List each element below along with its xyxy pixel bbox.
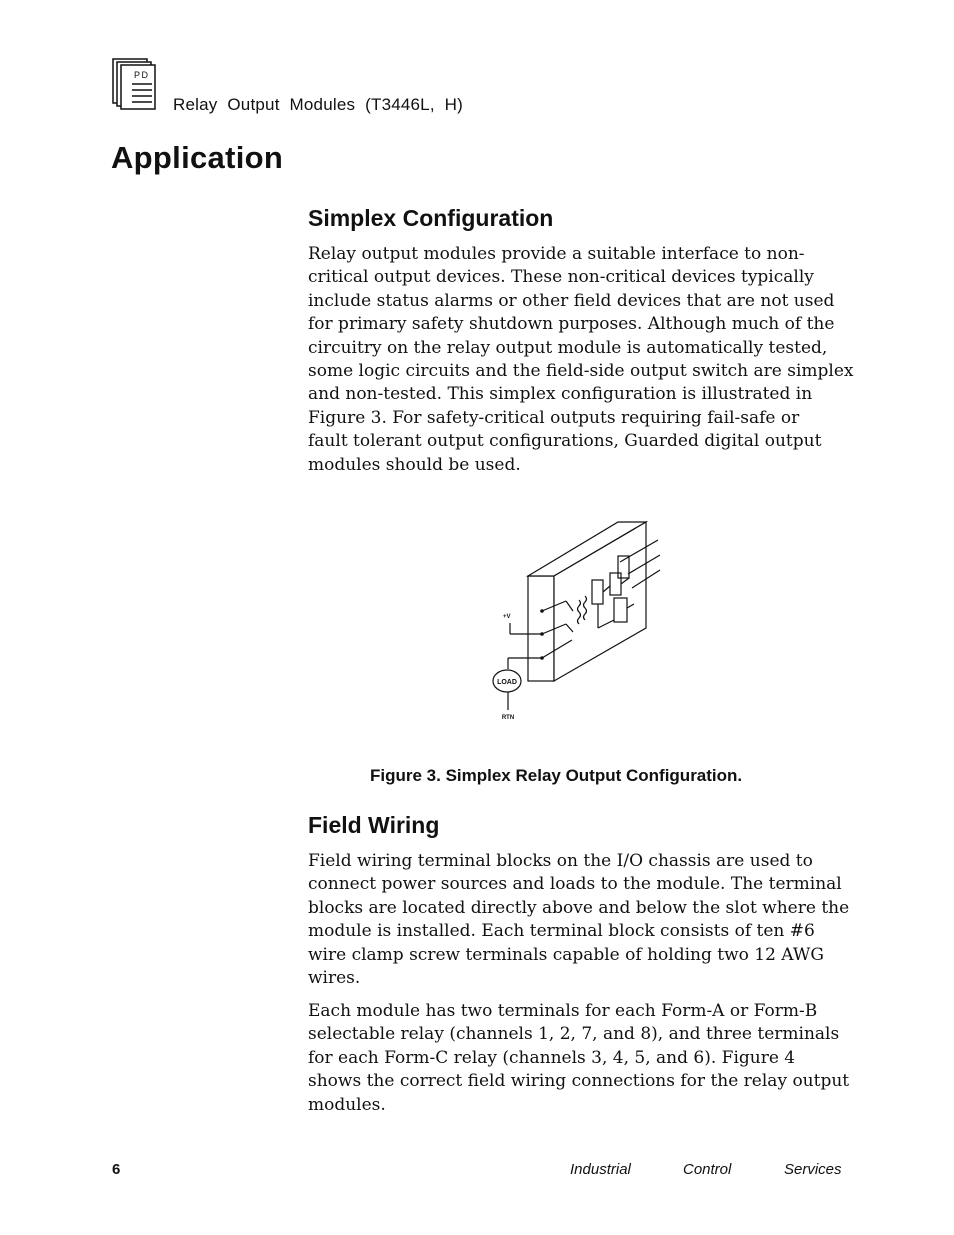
running-header: Relay Output Modules (T3446L, H) <box>173 95 464 114</box>
text-line: Field wiring terminal blocks on the I/O chassis are used to <box>308 851 813 871</box>
text-line: shows the correct field wiring connections for the relay output <box>308 1071 850 1092</box>
text-line: wires. <box>308 968 361 989</box>
text-line: selectable relay (channels 1, 2, 7, and 8), and three terminals <box>308 1024 840 1045</box>
field-wiring-paragraph-1 <box>308 850 848 990</box>
section-heading-simplex: Simplex Configuration <box>308 205 554 231</box>
simplex-paragraph <box>308 243 854 477</box>
page-number: 6 <box>112 1161 121 1178</box>
text-line: wire clamp screw terminals capable of holding two 12 AWG <box>308 944 824 965</box>
rtn-label: RTN <box>501 715 515 721</box>
text-line: modules. <box>308 1094 386 1115</box>
figure-caption: Figure 3. Simplex Relay Output Configuration. <box>370 766 743 785</box>
field-wiring-paragraph-2 <box>308 1000 848 1117</box>
text-line: blocks are located directly above and below the slot where the <box>308 897 850 918</box>
text-line: circuitry on the relay output module is automatically tested, <box>308 337 828 358</box>
load-label: LOAD <box>497 679 517 686</box>
text-line: and non-tested. This simplex configuration is illustrated in <box>308 384 813 405</box>
logo-text: PD <box>134 70 150 80</box>
text-line: Figure 3. For safety-critical outputs requiring fail-safe or <box>308 407 800 428</box>
text-line: for primary safety shutdown purposes. Although much of the <box>308 314 835 335</box>
plus-v-label: +V <box>503 614 511 620</box>
page-title: Application <box>111 140 284 175</box>
text-line: include status alarms or other field devices that are not used <box>308 290 835 311</box>
footer-word: Control <box>683 1161 732 1178</box>
simplex-relay-diagram <box>488 515 668 725</box>
text-line: Relay output modules provide a suitable interface to non- <box>308 244 805 264</box>
module-front-face <box>528 576 554 681</box>
text-line: for each Form-C relay (channels 3, 4, 5, and 6). Figure 4 <box>308 1047 796 1068</box>
section-heading-field-wiring: Field Wiring <box>308 812 440 838</box>
pd-document-logo <box>112 58 156 110</box>
text-line: Each module has two terminals for each Form-A or Form-B <box>308 1001 818 1021</box>
footer-word: Industrial <box>570 1161 631 1178</box>
running-footer <box>570 1161 842 1178</box>
text-line: critical output devices. These non-critical devices typically <box>308 267 814 288</box>
text-line: modules should be used. <box>308 454 521 475</box>
text-line: module is installed. Each terminal block consists of ten #6 <box>308 921 815 942</box>
footer-word: Services <box>784 1161 842 1178</box>
text-line: some logic circuits and the field-side output switch are simplex <box>308 361 854 382</box>
text-line: fault tolerant output configurations, Guarded digital output <box>308 431 822 452</box>
text-line: connect power sources and loads to the module. The terminal <box>308 874 842 895</box>
